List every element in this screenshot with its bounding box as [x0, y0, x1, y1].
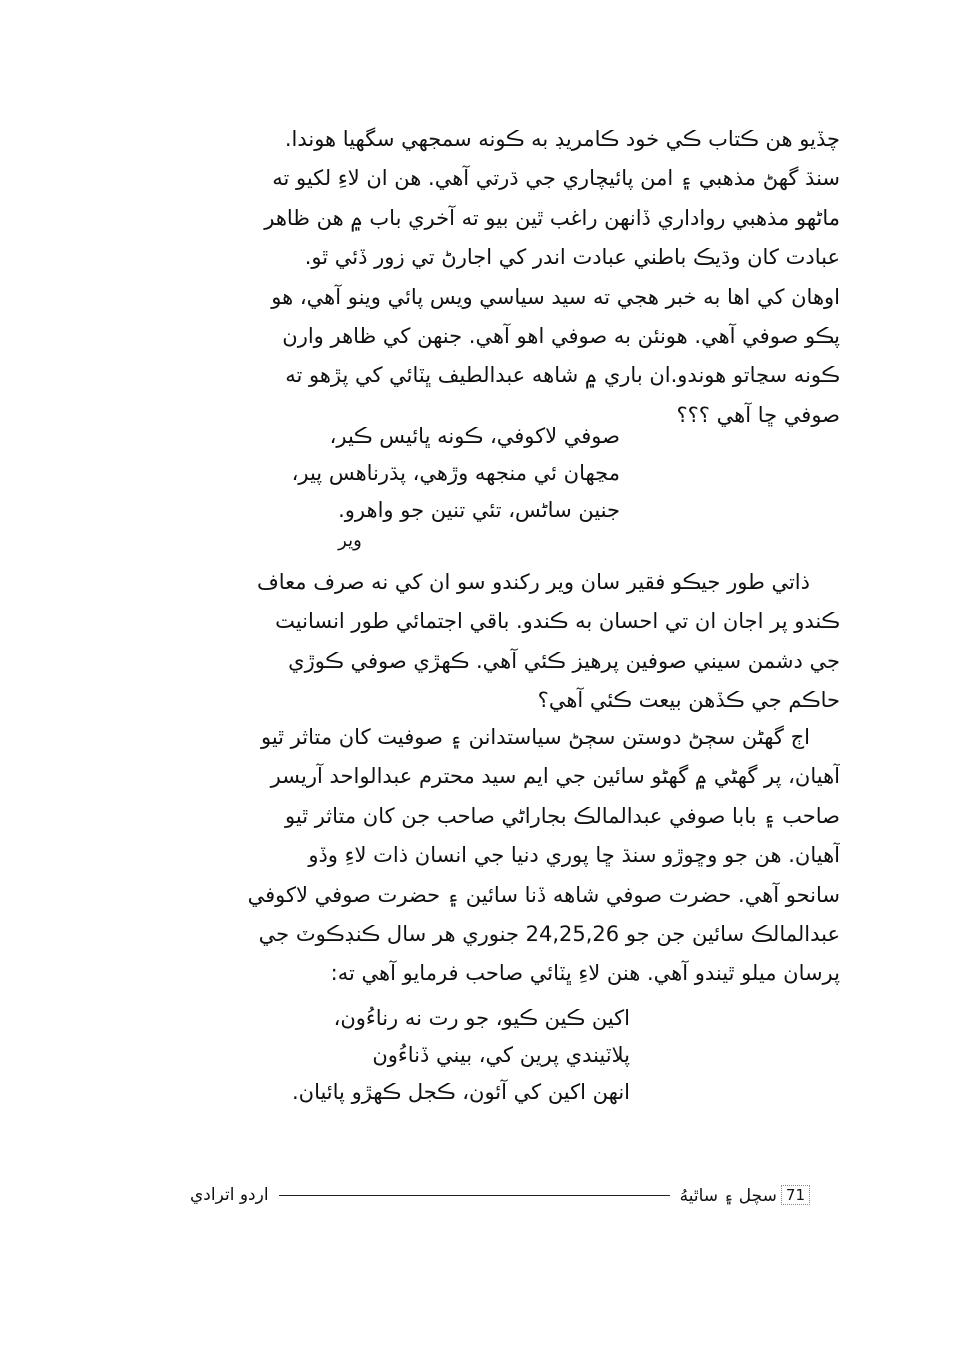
text-line: عبادت کان وڌيڪ باطني عبادت اندر کي اجارڻ تي زور ڏئي ٿو. — [304, 245, 840, 270]
text-line: سانحو آهي. حضرت صوفي شاهه ڏنا سائين ۽ حضرت صوفي لاکوفي — [247, 882, 840, 907]
verse-line: جنين ساڻس، تئي تنين جو واهرو. — [338, 498, 620, 522]
verse-line: پلاٽيندي پرين کي، بيني ڏناءُون — [372, 1043, 630, 1067]
verse-source: وير — [338, 530, 362, 551]
text-line: پڪو صوفي آهي. هونئن به صوفي اهو آهي. جنهن کي ظاهر وارن — [282, 324, 840, 349]
page-number: 71 — [781, 1185, 810, 1205]
text-line: آهيان، پر گهڻي ۾ گهڻو سائين جي ايم سيد محترم عبدالواحد آريسر — [270, 764, 840, 789]
verse-line: مڃهان ئي منجهه وڙهي، پڌرناهس پير، — [291, 461, 620, 485]
verse-line: صوفي لاکوفي، ڪونه ڀائيس ڪير، — [329, 424, 620, 448]
text-line: اڄ گهڻن سڄڻ دوستن سڄڻ سياستدانن ۽ صوفيت کان متاثر ٿيو — [260, 725, 810, 749]
text-line: جي دشمن سيني صوفين پرهيز ڪئي آهي. ڪهڙي صوفي ڪوڙي — [288, 648, 840, 673]
paragraph-2 — [118, 563, 840, 721]
book-title: سچل ۽ ساٿيهُ — [679, 1185, 777, 1206]
text-line: ڪندو پر اجان ان تي احسان به ڪندو. باقي اجتمائي طور انسانيت — [275, 609, 840, 634]
page-footer — [190, 1180, 810, 1210]
text-line: پرسان ميلو ٿيندو آهي. هنن لاءِ ڀٽائي صاحب فرمايو آهي ته: — [330, 961, 840, 986]
text-line: حاڪم جي ڪڏهن بيعت ڪئي آهي؟ — [537, 688, 840, 713]
text-line: اوهان کي اها به خبر هجي ته سيد سياسي ويس پائي وينو آهي، هو — [271, 284, 840, 309]
text-line: ماڻهو مذهبي رواداري ڏانهن راغب ٿين بيو ته آخري باب ۾ هن ظاهر — [264, 205, 840, 230]
verse-line: انهن اکين کي آئون، ڪجل ڪهڙو پائيان. — [291, 1080, 630, 1104]
paragraph-3 — [118, 718, 840, 994]
paragraph-1 — [118, 120, 840, 435]
publisher-name: اردو اترادي — [190, 1185, 269, 1205]
verse-2 — [230, 1000, 630, 1111]
footer-divider — [279, 1195, 670, 1196]
text-line: سنڌ گهڻ مذهبي ۽ امن پائيچاري جي ڌرتي آهي. هن ان لاءِ لکيو ته — [272, 166, 840, 191]
verse-1 — [200, 418, 620, 553]
text-line: آهيان. هن جو وڇوڙو سنڌ ڇا پوري دنيا جي انسان ذات لاءِ وڏو — [308, 843, 840, 868]
text-line: ذاتي طور جيڪو فقير سان وير رکندو سو ان کي نه صرف معاف — [257, 570, 810, 594]
verse-line: اکين ڪين ڪيو، جو رت نه رناءُون، — [333, 1006, 630, 1030]
text-line: چڏيو هن ڪتاب ڪي خود ڪامريڊ به ڪونه سمجهي سگهيا هوندا. — [284, 127, 840, 151]
text-line: صوفي ڇا آهي ؟؟؟ — [676, 402, 840, 427]
text-line: عبدالمالڪ سائين جن جو 24,25,26 جنوري هر سال ڪنڊڪوٽ جي — [258, 922, 840, 947]
text-line: ڪونه سڃاتو هوندو.ان باري ۾ شاهه عبدالطيف ڀٽائي کي پڙهو ته — [285, 363, 840, 388]
text-line: صاحب ۽ بابا صوفي عبدالمالڪ بجاراڻي صاحب جن کان متاثر ٿيو — [285, 803, 840, 828]
